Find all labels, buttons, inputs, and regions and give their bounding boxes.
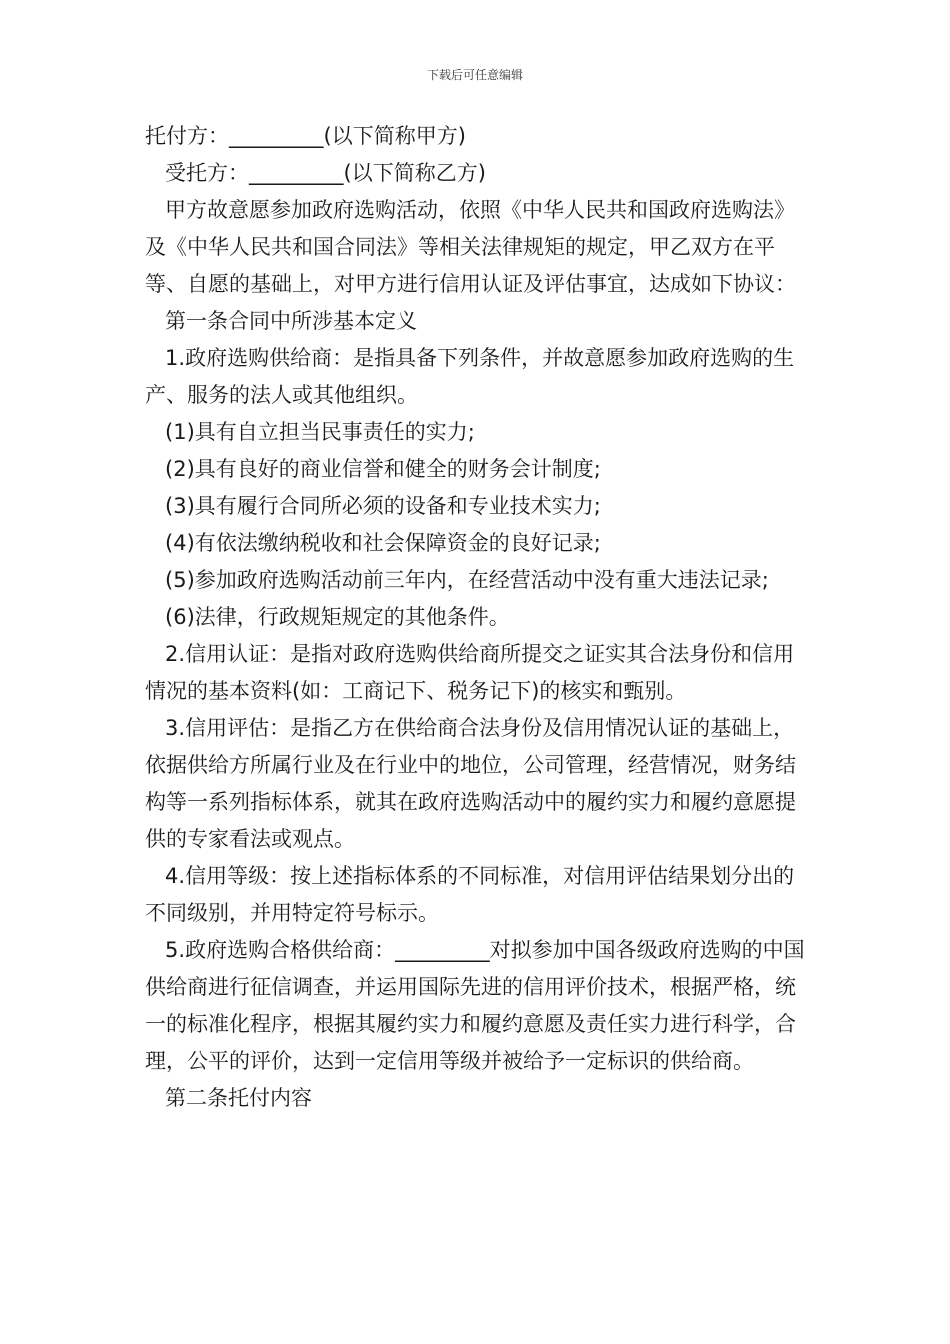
condition-6: (6)法律，行政规矩规定的其他条件。 (145, 605, 510, 629)
definition-5: 5.政府选购合格供给商：_________对拟参加中国各级政府选购的中国供给商进行征信调查，并运用国际先进的信用评价技术，根据严格，统一的标准化程序，根据其履约实力和履约意愿及责任实力进行科学，合理，公平的评价，达到一定信用等级并被给予一定标识的供给商。 (145, 938, 805, 1073)
condition-2: (2)具有良好的商业信誉和健全的财务会计制度; (145, 457, 601, 481)
condition-4: (4)有依法缴纳税收和社会保障资金的良好记录; (145, 531, 601, 555)
condition-5: (5)参加政府选购活动前三年内，在经营活动中没有重大违法记录; (145, 568, 769, 592)
trustee-party-line: 受托方：_________(以下简称乙方) (145, 161, 486, 185)
definition-4: 4.信用等级：按上述指标体系的不同标准，对信用评估结果划分出的不同级别，并用特定符号标示。 (145, 864, 795, 925)
page-header: 下载后可任意编辑 (426, 68, 523, 82)
condition-3: (3)具有履行合同所必须的设备和专业技术实力; (145, 494, 601, 518)
document-body (145, 118, 807, 1117)
definition-3: 3.信用评估：是指乙方在供给商合法身份及信用情况认证的基础上，依据供给方所属行业及在行业中的地位，公司管理，经营情况，财务结构等一系列指标体系，就其在政府选购活动中的履约实力和履约意愿提供的专家看法或观点。 (145, 716, 796, 851)
preamble-paragraph: 甲方故意愿参加政府选购活动，依照《中华人民共和国政府选购法》及《中华人民共和国合同法》等相关法律规矩的规定，甲乙双方在平等、自愿的基础上，对甲方进行信用认证及评估事宜，达成如下协议： (145, 198, 796, 296)
definition-2: 2.信用认证：是指对政府选购供给商所提交之证实其合法身份和信用情况的基本资料(如：工商记下、税务记下)的核实和甄别。 (145, 642, 795, 703)
client-party-line: 托付方：_________(以下简称甲方) (145, 124, 466, 148)
condition-1: (1)具有自立担当民事责任的实力; (145, 420, 475, 444)
definition-1: 1.政府选购供给商：是指具备下列条件，并故意愿参加政府选购的生产、服务的法人或其他组织。 (145, 346, 795, 407)
article-one-heading: 第一条合同中所涉基本定义 (145, 309, 418, 333)
article-two-heading: 第二条托付内容 (145, 1086, 313, 1110)
